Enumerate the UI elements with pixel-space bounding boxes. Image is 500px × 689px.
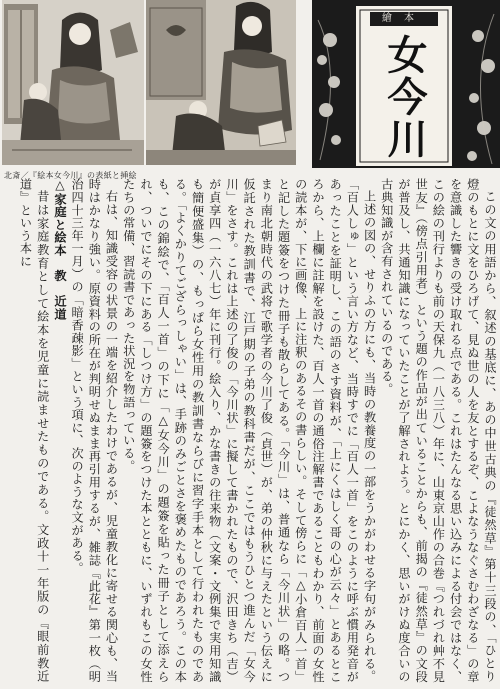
cover-title: 女今川 <box>381 34 428 160</box>
paragraph-2: 上述の図の、せりふの方にも、当時の教養度の一部をうかがわせる字句がみられる。「百人しゅ」という言い方など、当時すでに「百人一首」をこのように呼ぶ慣用発音があったことを証明し、この語のさす資料が、「上にくはしく哥の心が云々」とあるところから、上欄に註解を設けた、百人一首の通俗注解書であることもわかり、前面の女性の読本が、下に画像、上に注釈のあるその書らしい。そして傍らに「△小倉百人一首」と記した題簽をつけた冊子も散らしてある。「今川」は、普通なら「今川状」の略。つまり南北朝時代の武将で歌学者の今川了俊（貞世）が、弟の仲秋に与えたという伝えに仮託された教訓書で、江戸期の子弟の教科書だが、ここではもうひとつ進んだ「女今川」をさす。これは上述の了俊の「今川状」に擬して書かれたもので、沢田きち（吉）が貞享四（一六八七）年に刊行。絵入り、かな書きの往来物（文案・文例集で実用知識も簡便盛集）の、もっぱら女性用の教訓書ならびに習字手本として行われたものである。「よくかりてござらっしゃい」は、手跡のみごとさを褒めたものであろう。この本も、この錦絵で、「百人一首」の下に「△女今川」の題簽を貼った冊子として添えられ、ついでにその下にある「しつけ方」の題簽をつけた本とともに、いずれもこの女性たちの常備、習読書であった状況を物語っている。 <box>121 178 377 683</box>
figure-caption: 北斎／『絵本女今川』の表紙と挿絵 <box>4 171 137 180</box>
article-body <box>10 178 498 683</box>
paragraph-4: 昔は家庭教育として絵本を児童に読ませたものである。文政十一年版の『眼前教近道』という本に <box>18 178 50 683</box>
paragraph-1: この文の用語から、叙述の基底に、あの中世古典の『徒然草』第十三段の、「ひとり燈のもとに文をひろげて、見ぬ世の人を友とするぞ、こよなうなぐさむわざなる」の章を意識した響きの受け取れる点である。これはたんなる思い込みによる付会ではなく、この絵の刊行よりも前の天保九（一八三八）年に、山東京山作の合巻『つれづれ艸不見世友』（傍点引用者）という題の作品が出ていることからも、前揭の『徒然草』の文段が普及し、共通知識になっていたことが了解されよう。とにかく、思いがけぬ度合いの古典知識が含有されているのである。 <box>379 178 497 683</box>
illustration-interior-left <box>2 0 144 165</box>
paragraph-3: 右は、知識受容の状景の一端を紹介したわけであるが、児童教化に寄せる関心も、当時はかなり強い。原資料の所在が判明せぬまま再引用するが、雑誌『此花』第一枚（明治四十三年一月）の「暗香疎影」という項に、次のような文がある。 <box>70 178 119 683</box>
section-heading: △家庭と絵本 教 近道 <box>52 178 67 321</box>
illustration-interior-right <box>146 0 296 165</box>
cover-series-label: 繪本 <box>382 13 426 24</box>
book-cover <box>312 0 500 168</box>
